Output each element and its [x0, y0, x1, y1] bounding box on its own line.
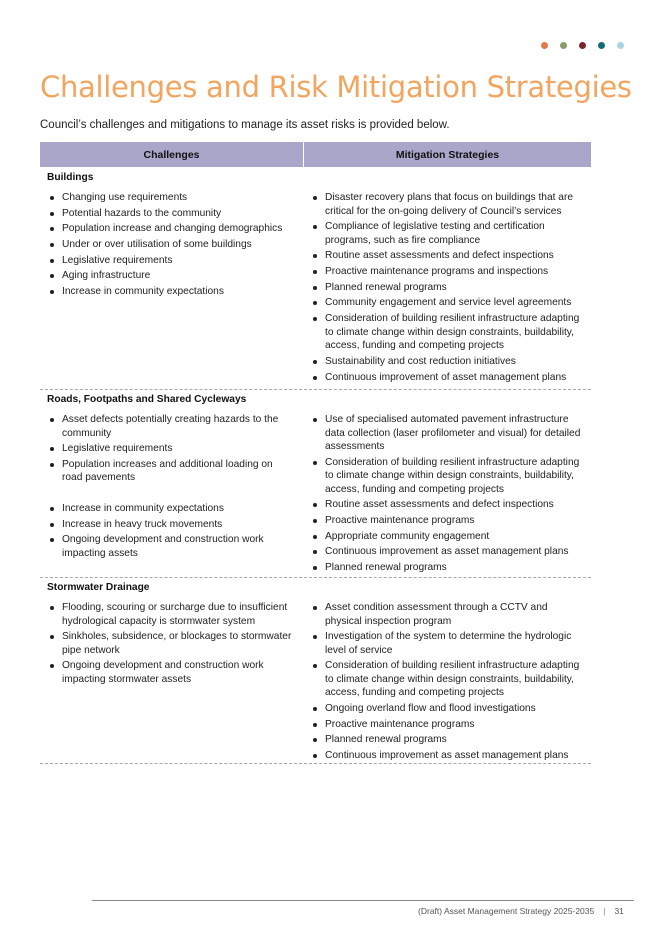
- list-item: Appropriate community engagement: [310, 530, 586, 544]
- list-item: Ongoing development and construction work impacting stormwater assets: [47, 659, 292, 686]
- list-item: Investigation of the system to determine the hydrologic level of service: [310, 630, 586, 657]
- page-number: 31: [614, 906, 624, 916]
- accent-dot: [560, 42, 567, 49]
- footer-separator: |: [603, 906, 606, 916]
- section-title: Stormwater Drainage: [47, 582, 150, 593]
- section-title: Buildings: [47, 172, 94, 183]
- accent-dot: [598, 42, 605, 49]
- list-item: Asset defects potentially creating hazards to the community: [47, 413, 292, 440]
- list-item: Ongoing overland flow and flood investigations: [310, 702, 586, 716]
- list-item: Proactive maintenance programs and inspections: [310, 265, 586, 279]
- risk-table: [40, 142, 591, 167]
- list-item: Compliance of legislative testing and certification programs, such as fire compliance: [310, 220, 586, 247]
- challenges-list: [47, 601, 292, 689]
- list-item: Increase in community expectations: [47, 502, 292, 516]
- list-item: Under or over utilisation of some buildings: [47, 238, 292, 252]
- list-item: Population increases and additional loading on road pavements: [47, 458, 292, 485]
- mitigations-list: [310, 601, 586, 765]
- list-item: Continuous improvement as asset management plans: [310, 749, 586, 763]
- page-footer: [418, 906, 624, 916]
- list-item: Consideration of building resilient infrastructure adapting to climate change within design constraints, buildability, access, funding and competing projects: [310, 659, 586, 700]
- section-divider: [40, 389, 591, 390]
- list-item: Increase in community expectations: [47, 285, 292, 299]
- list-item: Planned renewal programs: [310, 733, 586, 747]
- list-item: Asset condition assessment through a CCTV and physical inspection program: [310, 601, 586, 628]
- accent-dot: [617, 42, 624, 49]
- mitigations-header: Mitigation Strategies: [395, 148, 500, 161]
- table-header: [40, 142, 591, 167]
- list-item: Routine asset assessments and defect inspections: [310, 498, 586, 512]
- list-item: Sinkholes, subsidence, or blockages to stormwater pipe network: [47, 630, 292, 657]
- list-item: Disaster recovery plans that focus on buildings that are critical for the on-going delivery of Council’s services: [310, 191, 586, 218]
- list-item: Consideration of building resilient infrastructure adapting to climate change within design constraints, buildability, access, funding and competing projects: [310, 312, 586, 353]
- intro-text: Council’s challenges and mitigations to manage its asset risks is provided below.: [40, 119, 450, 131]
- list-item: Use of specialised automated pavement infrastructure data collection (laser profilometer and visual) for detailed assessments: [310, 413, 586, 454]
- page-title: Challenges and Risk Mitigation Strategies: [40, 70, 632, 104]
- list-item: Proactive maintenance programs: [310, 514, 586, 528]
- list-item: Increase in heavy truck movements: [47, 518, 292, 532]
- challenges-list: [47, 413, 292, 562]
- section-divider: [40, 763, 591, 764]
- mitigations-list: [310, 191, 586, 386]
- list-item: Changing use requirements: [47, 191, 292, 205]
- section-title: Roads, Footpaths and Shared Cycleways: [47, 394, 247, 405]
- list-item: Legislative requirements: [47, 442, 292, 456]
- mitigations-list: [310, 413, 586, 577]
- list-item: Planned renewal programs: [310, 281, 586, 295]
- accent-dot: [579, 42, 586, 49]
- footer-doc-title: (Draft) Asset Management Strategy 2025-2035: [418, 906, 595, 916]
- list-item: Potential hazards to the community: [47, 207, 292, 221]
- list-item: Proactive maintenance programs: [310, 718, 586, 732]
- list-item: Continuous improvement as asset management plans: [310, 545, 586, 559]
- list-item: Ongoing development and construction work impacting assets: [47, 533, 292, 560]
- list-item: Routine asset assessments and defect inspections: [310, 249, 586, 263]
- list-item: Sustainability and cost reduction initiatives: [310, 355, 586, 369]
- list-item: Flooding, scouring or surcharge due to insufficient hydrological capacity is stormwater system: [47, 601, 292, 628]
- list-item: Continuous improvement of asset management plans: [310, 371, 586, 385]
- list-item: Population increase and changing demographics: [47, 222, 292, 236]
- accent-dot: [541, 42, 548, 49]
- list-item: Aging infrastructure: [47, 269, 292, 283]
- list-item: Legislative requirements: [47, 254, 292, 268]
- section-divider: [40, 577, 591, 578]
- footer-rule: [92, 900, 634, 901]
- accent-dots: [541, 42, 636, 49]
- list-item: Community engagement and service level agreements: [310, 296, 586, 310]
- list-item: Planned renewal programs: [310, 561, 586, 575]
- list-item: Consideration of building resilient infrastructure adapting to climate change within design constraints, buildability, access, funding and competing projects: [310, 456, 586, 497]
- challenges-header: Challenges: [40, 142, 304, 167]
- challenges-list: [47, 191, 292, 301]
